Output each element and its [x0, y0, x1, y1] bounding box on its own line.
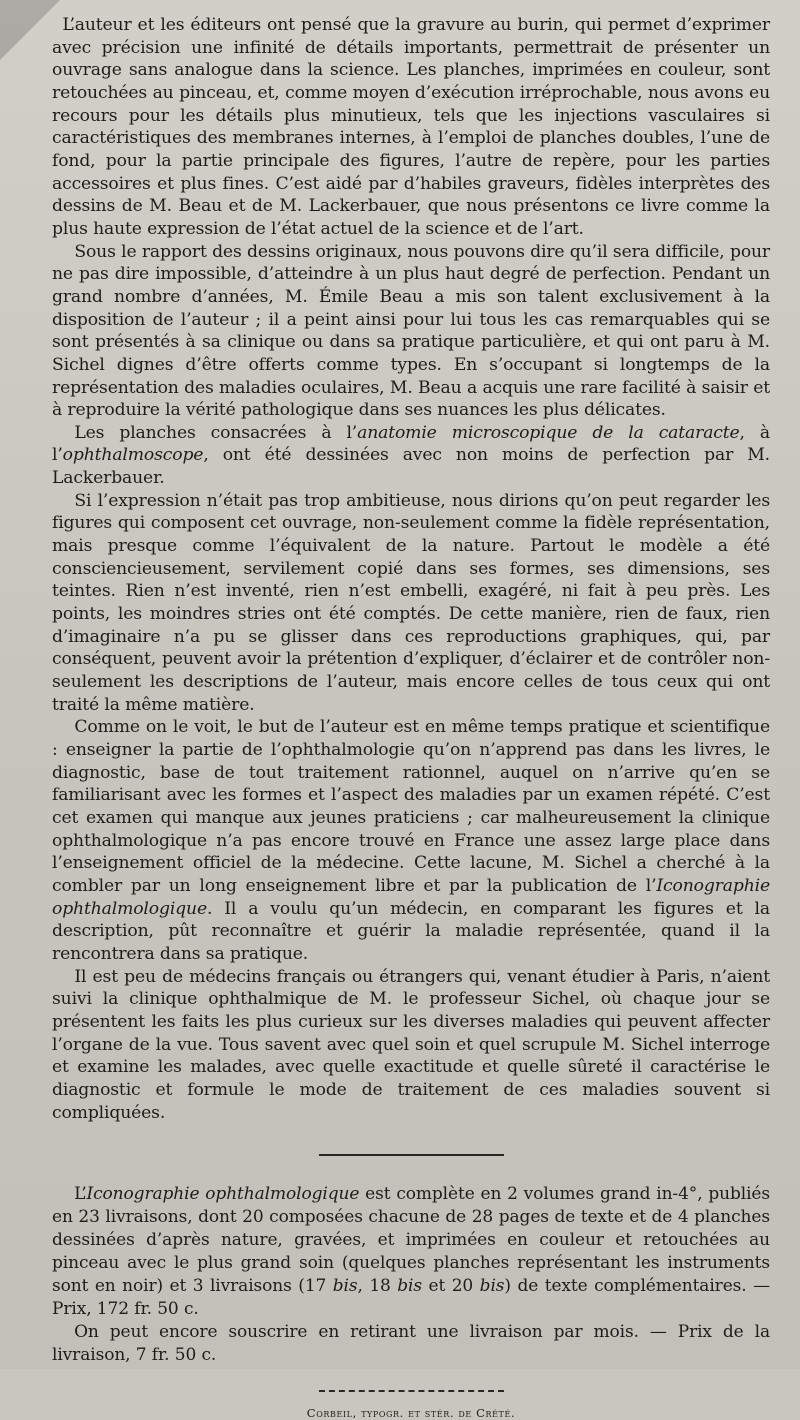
text: ) de texte complémentaires. — Prix, 172 fr. 50 c.: [52, 1275, 770, 1319]
text: . Il a voulu qu’un médecin, en comparant les figures et la description, pût reconnaître et guérir la maladie représentée, quand il la rencontrera dans sa pratique.: [52, 898, 770, 964]
text: , 18: [357, 1275, 398, 1296]
printer-imprint: Corbeil, typogr. et stér. de Crété.: [306, 1406, 516, 1420]
italic-title: ophthalmoscope: [62, 445, 204, 466]
notice-paragraph: On peut encore souscrire en retirant une livraison par mois. — Prix de la livraison, 7 fr. 50 c.: [52, 1321, 770, 1365]
main-text: [52, 14, 770, 1124]
paragraph: L’auteur et les éditeurs ont pensé que la gravure au burin, qui permet d’exprimer avec précision une infinité de détails importants, permettrait de présenter un ouvrage sans analogue dans la science. Les planches, imprimées en couleur, sont retouchées au pinceau, et, comme moyen d’exécution irréprochable, nous avons eu recours pour les détails plus minutieux, tels que les injections vasculaires si caractéristiques des membranes internes, à l’emploi de planches doubles, l’une de fond, pour la partie principale des figures, l’autre de repère, pour les parties accessoires et plus fines. C’est aidé par d’habiles graveurs, fidèles interprètes des dessins de M. Beau et de M. Lackerbauer, que nous présentons ce livre comme la plus haute expression de l’état actuel de la science et de l’art.: [52, 15, 770, 239]
text: Les planches consacrées à l’: [74, 422, 358, 443]
divider: [319, 1154, 504, 1156]
text: Comme on le voit, le but de l’auteur est en même temps pratique et scientifique : enseigner la partie de l’ophthalmologie qu’on n’apprend pas dans les livres, le diagnostic, base de tout traitement rationnel, auquel on n’arrive qu’en se familiarisant avec les formes et l’aspect des maladies par un examen répété. C’est cet examen qui manque aux jeunes praticiens ; car malheureusement la clinique ophthalmologique n’a pas encore trouvé en France une assez large place dans l’enseignement officiel de la médecine. Cette lacune, M. Sichel a cherché à la combler par un long enseignement libre et par la publication de l’: [52, 717, 770, 896]
text: , à l’: [52, 422, 770, 466]
folded-corner: [0, 0, 60, 60]
text: L’: [74, 1184, 87, 1205]
text: et 20: [422, 1275, 480, 1296]
paragraph: Sous le rapport des dessins originaux, nous pouvons dire qu’il sera difficile, pour ne pas dire impossible, d’atteindre à un plus haut degré de perfection. Pendant un grand nombre d’années, M. Émile Beau a mis son talent exclusivement à la disposition de l’auteur ; il a peint ainsi pour lui tous les cas remarquables qui se sont présentés à sa clinique ou dans sa pratique particulière, et qui ont paru à M. Sichel dignes d’être offerts comme types. En s’occupant si longtemps de la représentation des maladies oculaires, M. Beau a acquis une rare facilité à saisir et à reproduire la vérité pathologique dans ses nuances les plus délicates.: [52, 241, 770, 421]
divider: [319, 1390, 504, 1392]
italic-bis: bis: [479, 1275, 505, 1296]
paragraph: Il est peu de médecins français ou étrangers qui, venant étudier à Paris, n’aient suivi la clinique ophthalmique de M. le professeur Sichel, où chaque jour se présentent les faits les plus curieux sur les diverses maladies qui peuvent affecter l’organe de la vue. Tous savent avec quel soin et quel scrupule M. Sichel interroge et examine les malades, avec quelle exactitude et quelle sûreté il caractérise le diagnostic et formule le mode de traitement de ces maladies souvent si compliquées.: [52, 966, 770, 1123]
italic-bis: bis: [397, 1275, 423, 1296]
notice-paragraph: [52, 1183, 770, 1320]
paragraph: Si l’expression n’était pas trop ambitieuse, nous dirions qu’on peut regarder les figures qui composent cet ouvrage, non-seulement comme la fidèle représentation, mais presque comme l’équivalent de la nature. Partout le modèle a été consciencieusement, servilement copié dans ses formes, ses dimensions, ses teintes. Rien n’est inventé, rien n’est embelli, exagéré, ni fait à peu près. Les points, les moindres stries ont été comptés. De cette manière, rien de faux, rien d’imaginaire n’a pu se glisser dans ces reproductions graphiques, qui, par conséquent, peuvent avoir la prétention d’expliquer, d’éclairer et de contrôler non-seulement les descriptions de l’auteur, mais encore celles de tous ceux qui ont traité la même matière.: [52, 490, 770, 715]
italic-title: Iconographie ophthalmologique: [86, 1184, 360, 1205]
paragraph: [52, 422, 770, 490]
paragraph: [52, 716, 770, 965]
publication-notice: [52, 1183, 770, 1366]
text: , ont été dessinées avec non moins de perfection par M. Lackerbauer.: [52, 445, 770, 489]
italic-bis: bis: [332, 1275, 358, 1296]
text: est complète en 2 volumes grand in-4°, publiés en 23 livraisons, dont 20 composées chacune de 28 pages de texte et de 4 planches dessinées d’après nature, gravées, et imprimées en couleur et retouchées au pinceau avec le plus grand soin (quelques planches représentant les instruments sont en noir) et 3 livraisons (17: [52, 1184, 770, 1296]
italic-title: anatomie microscopique de la cataracte: [357, 422, 740, 443]
italic-title: Iconographie ophthalmologique: [52, 875, 770, 919]
